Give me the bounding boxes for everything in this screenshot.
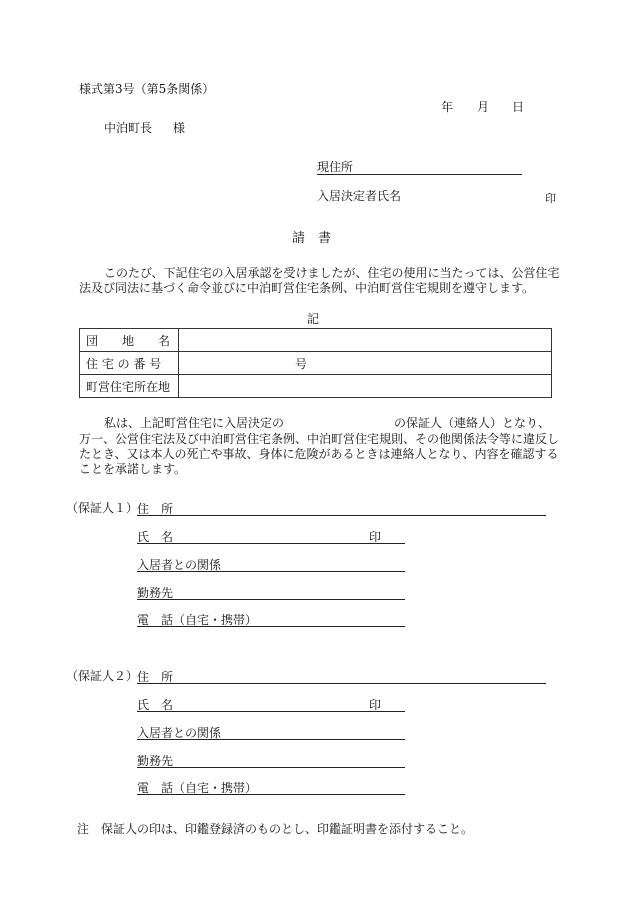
guarantor1-label: （保証人１）: [66, 501, 139, 515]
guarantor2-address-line[interactable]: [137, 683, 546, 684]
guarantor1-workplace-line[interactable]: [137, 599, 405, 600]
table-label-number: 住 宅 の 番 号: [80, 352, 179, 375]
footer-note: 注 保証人の印は、印鑑登録済のものとし、印鑑証明書を添付すること。: [77, 822, 474, 836]
guarantor1-address-label: 住 所: [137, 502, 174, 516]
guarantor-text-line1b: の保証人（連絡人）となり、: [394, 416, 551, 430]
guarantor-text-line3: たとき、又は本人の死亡や事故、身体に危険があるときは連絡人となり、内容を確認する: [79, 447, 559, 461]
table-label-estate: 団 地 名: [80, 329, 179, 352]
ki-heading: 記: [307, 312, 320, 326]
guarantor1-relation-label: 入居者との関係: [137, 558, 222, 572]
guarantor2-name-line[interactable]: [137, 711, 405, 712]
table-value-number[interactable]: 号: [179, 352, 552, 375]
table-row: [80, 329, 552, 352]
guarantor2-phone-line[interactable]: [137, 794, 405, 795]
date-year-label: 年: [441, 100, 454, 114]
guarantor2-workplace-label: 勤務先: [137, 754, 174, 768]
guarantor2-phone-label: 電 話（自宅・携帯）: [137, 781, 258, 795]
form-number: 様式第3号（第5条関係）: [79, 82, 215, 96]
applicant-name-label: 入居決定者氏名: [317, 189, 402, 203]
guarantor1-address-line[interactable]: [137, 515, 546, 516]
guarantor1-relation-line[interactable]: [137, 571, 405, 572]
intro-line-2: 法及び同法に基づく命令並びに中泊町営住宅条例、中泊町営住宅規則を遵守します。: [79, 281, 535, 295]
table-value-location[interactable]: [179, 375, 552, 398]
guarantor1-name-label: 氏 名: [137, 530, 174, 544]
guarantor-text-line2: 万一、公営住宅法及び中泊町営住宅条例、中泊町営住宅規則、その他関係法令等に違反し: [79, 432, 560, 446]
guarantor1-phone-label: 電 話（自宅・携帯）: [137, 613, 258, 627]
addressee-name: 中泊町長: [104, 121, 153, 135]
table-row: [80, 352, 552, 375]
guarantor1-name-line[interactable]: [137, 543, 405, 544]
guarantor-text-line4: ことを承諾します。: [79, 462, 187, 476]
table-value-estate[interactable]: [179, 329, 552, 352]
guarantor2-name-label: 氏 名: [137, 698, 174, 712]
guarantor2-seal-mark: 印: [369, 698, 382, 712]
guarantor2-workplace-line[interactable]: [137, 767, 405, 768]
guarantor2-label: （保証人２）: [66, 669, 139, 683]
applicant-address-line[interactable]: [317, 174, 522, 175]
guarantor2-address-label: 住 所: [137, 670, 174, 684]
table-row: [80, 375, 552, 398]
date-month-label: 月: [477, 100, 490, 114]
housing-table: [79, 328, 552, 398]
applicant-seal-mark: 印: [545, 192, 556, 205]
guarantor2-relation-label: 入居者との関係: [137, 726, 222, 740]
applicant-address-label: 現住所: [317, 160, 354, 174]
guarantor2-relation-line[interactable]: [137, 739, 405, 740]
date-day-label: 日: [512, 100, 525, 114]
guarantor1-workplace-label: 勤務先: [137, 586, 174, 600]
addressee-honorific: 様: [173, 121, 186, 135]
table-label-location: 町営住宅所在地: [80, 375, 179, 398]
guarantor-text-line1a: 私は、上記町営住宅に入居決定の: [104, 416, 285, 430]
document-title: 請 書: [292, 231, 332, 246]
intro-line-1: このたび、下記住宅の入居承認を受けましたが、住宅の使用に当たっては、公営住宅: [104, 266, 560, 280]
guarantor1-seal-mark: 印: [369, 530, 382, 544]
guarantor1-phone-line[interactable]: [137, 626, 405, 627]
